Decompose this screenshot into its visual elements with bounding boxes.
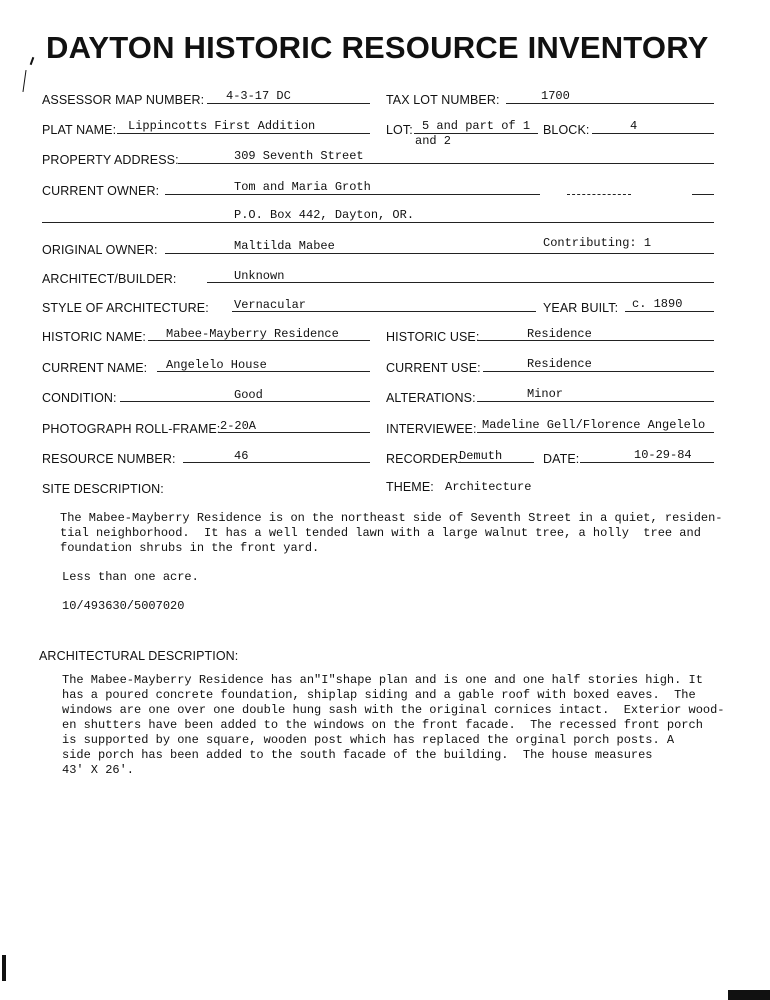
architectural-description-label: ARCHITECTURAL DESCRIPTION: — [39, 649, 239, 663]
recorder-value: Demuth — [459, 449, 503, 463]
site-description-label: SITE DESCRIPTION: — [42, 482, 164, 496]
field-line — [506, 103, 714, 104]
arch-description-line-6: side porch has been added to the south facade of the building. The house measures — [62, 748, 653, 762]
contributing-value: Contributing: 1 — [543, 236, 652, 250]
date-value: 10-29-84 — [634, 448, 692, 462]
assessor-map-value: 4-3-17 DC — [226, 89, 291, 103]
field-line — [580, 462, 714, 463]
current-owner-address: P.O. Box 442, Dayton, OR. — [234, 208, 415, 222]
acreage-text: Less than one acre. — [62, 570, 199, 584]
scan-mark — [728, 990, 770, 1000]
interviewee-value: Madeline Gell/Florence Angelelo — [482, 418, 706, 432]
field-line — [477, 340, 714, 341]
arch-description-line-2: has a poured concrete foundation, shiplap siding and a gable roof with boxed eaves. The — [62, 688, 696, 702]
scan-mark — [22, 70, 26, 92]
current-owner-value: Tom and Maria Groth — [234, 180, 371, 194]
block-value: 4 — [630, 119, 638, 133]
block-label: BLOCK: — [543, 123, 590, 137]
field-line — [183, 462, 370, 463]
resource-number-value: 46 — [234, 449, 249, 463]
year-built-value: c. 1890 — [632, 297, 683, 311]
lot-label: LOT: — [386, 123, 413, 137]
current-use-value: Residence — [527, 357, 592, 371]
current-name-value: Angelelo House — [166, 358, 267, 372]
theme-label: THEME: — [386, 480, 434, 494]
resource-number-label: RESOURCE NUMBER: — [42, 452, 176, 466]
field-line — [692, 194, 714, 195]
field-line — [477, 432, 714, 433]
historic-use-label: HISTORIC USE: — [386, 330, 480, 344]
field-line — [477, 401, 714, 402]
arch-description-line-3: windows are one over one double hung sash with the original cornices intact. Exterior wood- — [62, 703, 725, 717]
photograph-value: 2-20A — [220, 419, 257, 433]
field-line — [178, 163, 714, 164]
field-line — [165, 253, 714, 254]
arch-description-line-7: 43' X 26'. — [62, 763, 135, 777]
style-label: STYLE OF ARCHITECTURE: — [42, 301, 209, 315]
historic-name-value: Mabee-Mayberry Residence — [166, 327, 339, 341]
property-address-label: PROPERTY ADDRESS: — [42, 153, 179, 167]
arch-description-line-1: The Mabee-Mayberry Residence has an"I"shape plan and is one and one half stories high. It — [62, 673, 703, 687]
tax-lot-value: 1700 — [541, 89, 570, 103]
plat-name-label: PLAT NAME: — [42, 123, 117, 137]
alterations-label: ALTERATIONS: — [386, 391, 476, 405]
architect-label: ARCHITECT/BUILDER: — [42, 272, 177, 286]
scan-mark — [2, 955, 6, 981]
plat-name-value: Lippincotts First Addition — [128, 119, 316, 133]
architect-value: Unknown — [234, 269, 285, 283]
field-line — [567, 194, 631, 195]
property-address-value: 309 Seventh Street — [234, 149, 364, 163]
date-label: DATE: — [543, 452, 580, 466]
field-line — [42, 222, 714, 223]
condition-label: CONDITION: — [42, 391, 117, 405]
current-use-label: CURRENT USE: — [386, 361, 481, 375]
arch-description-line-5: is supported by one square, wooden post which has replaced the orginal porch posts. A — [62, 733, 675, 747]
year-built-label: YEAR BUILT: — [543, 301, 619, 315]
original-owner-value: Maltilda Mabee — [234, 239, 335, 253]
lot-value: 5 and part of 1 — [422, 119, 531, 133]
style-value: Vernacular — [234, 298, 307, 312]
original-owner-label: ORIGINAL OWNER: — [42, 243, 158, 257]
field-line — [592, 133, 714, 134]
site-description-line-3: foundation shrubs in the front yard. — [60, 541, 320, 555]
page-title: DAYTON HISTORIC RESOURCE INVENTORY — [46, 30, 709, 65]
historic-name-label: HISTORIC NAME: — [42, 330, 146, 344]
field-line — [625, 311, 714, 312]
current-name-label: CURRENT NAME: — [42, 361, 148, 375]
scan-mark — [30, 57, 35, 65]
current-owner-label: CURRENT OWNER: — [42, 184, 160, 198]
theme-value: Architecture — [445, 480, 532, 494]
assessor-map-label: ASSESSOR MAP NUMBER: — [42, 93, 205, 107]
field-line — [117, 133, 370, 134]
site-description-line-1: The Mabee-Mayberry Residence is on the northeast side of Seventh Street in a quiet, residen- — [60, 511, 723, 525]
historic-use-value: Residence — [527, 327, 592, 341]
condition-value: Good — [234, 388, 263, 402]
coordinates-text: 10/493630/5007020 — [62, 599, 185, 613]
field-line — [165, 194, 540, 195]
photograph-label: PHOTOGRAPH ROLL-FRAME: — [42, 422, 221, 436]
lot-value-continued: and 2 — [415, 134, 452, 148]
tax-lot-label: TAX LOT NUMBER: — [386, 93, 500, 107]
interviewee-label: INTERVIEWEE: — [386, 422, 477, 436]
recorder-label: RECORDER: — [386, 452, 462, 466]
alterations-value: Minor — [527, 387, 564, 401]
arch-description-line-4: en shutters have been added to the windows on the front facade. The recessed front porch — [62, 718, 703, 732]
site-description-line-2: tial neighborhood. It has a well tended lawn with a large walnut tree, a holly tree and — [60, 526, 701, 540]
field-line — [207, 103, 370, 104]
field-line — [483, 371, 714, 372]
